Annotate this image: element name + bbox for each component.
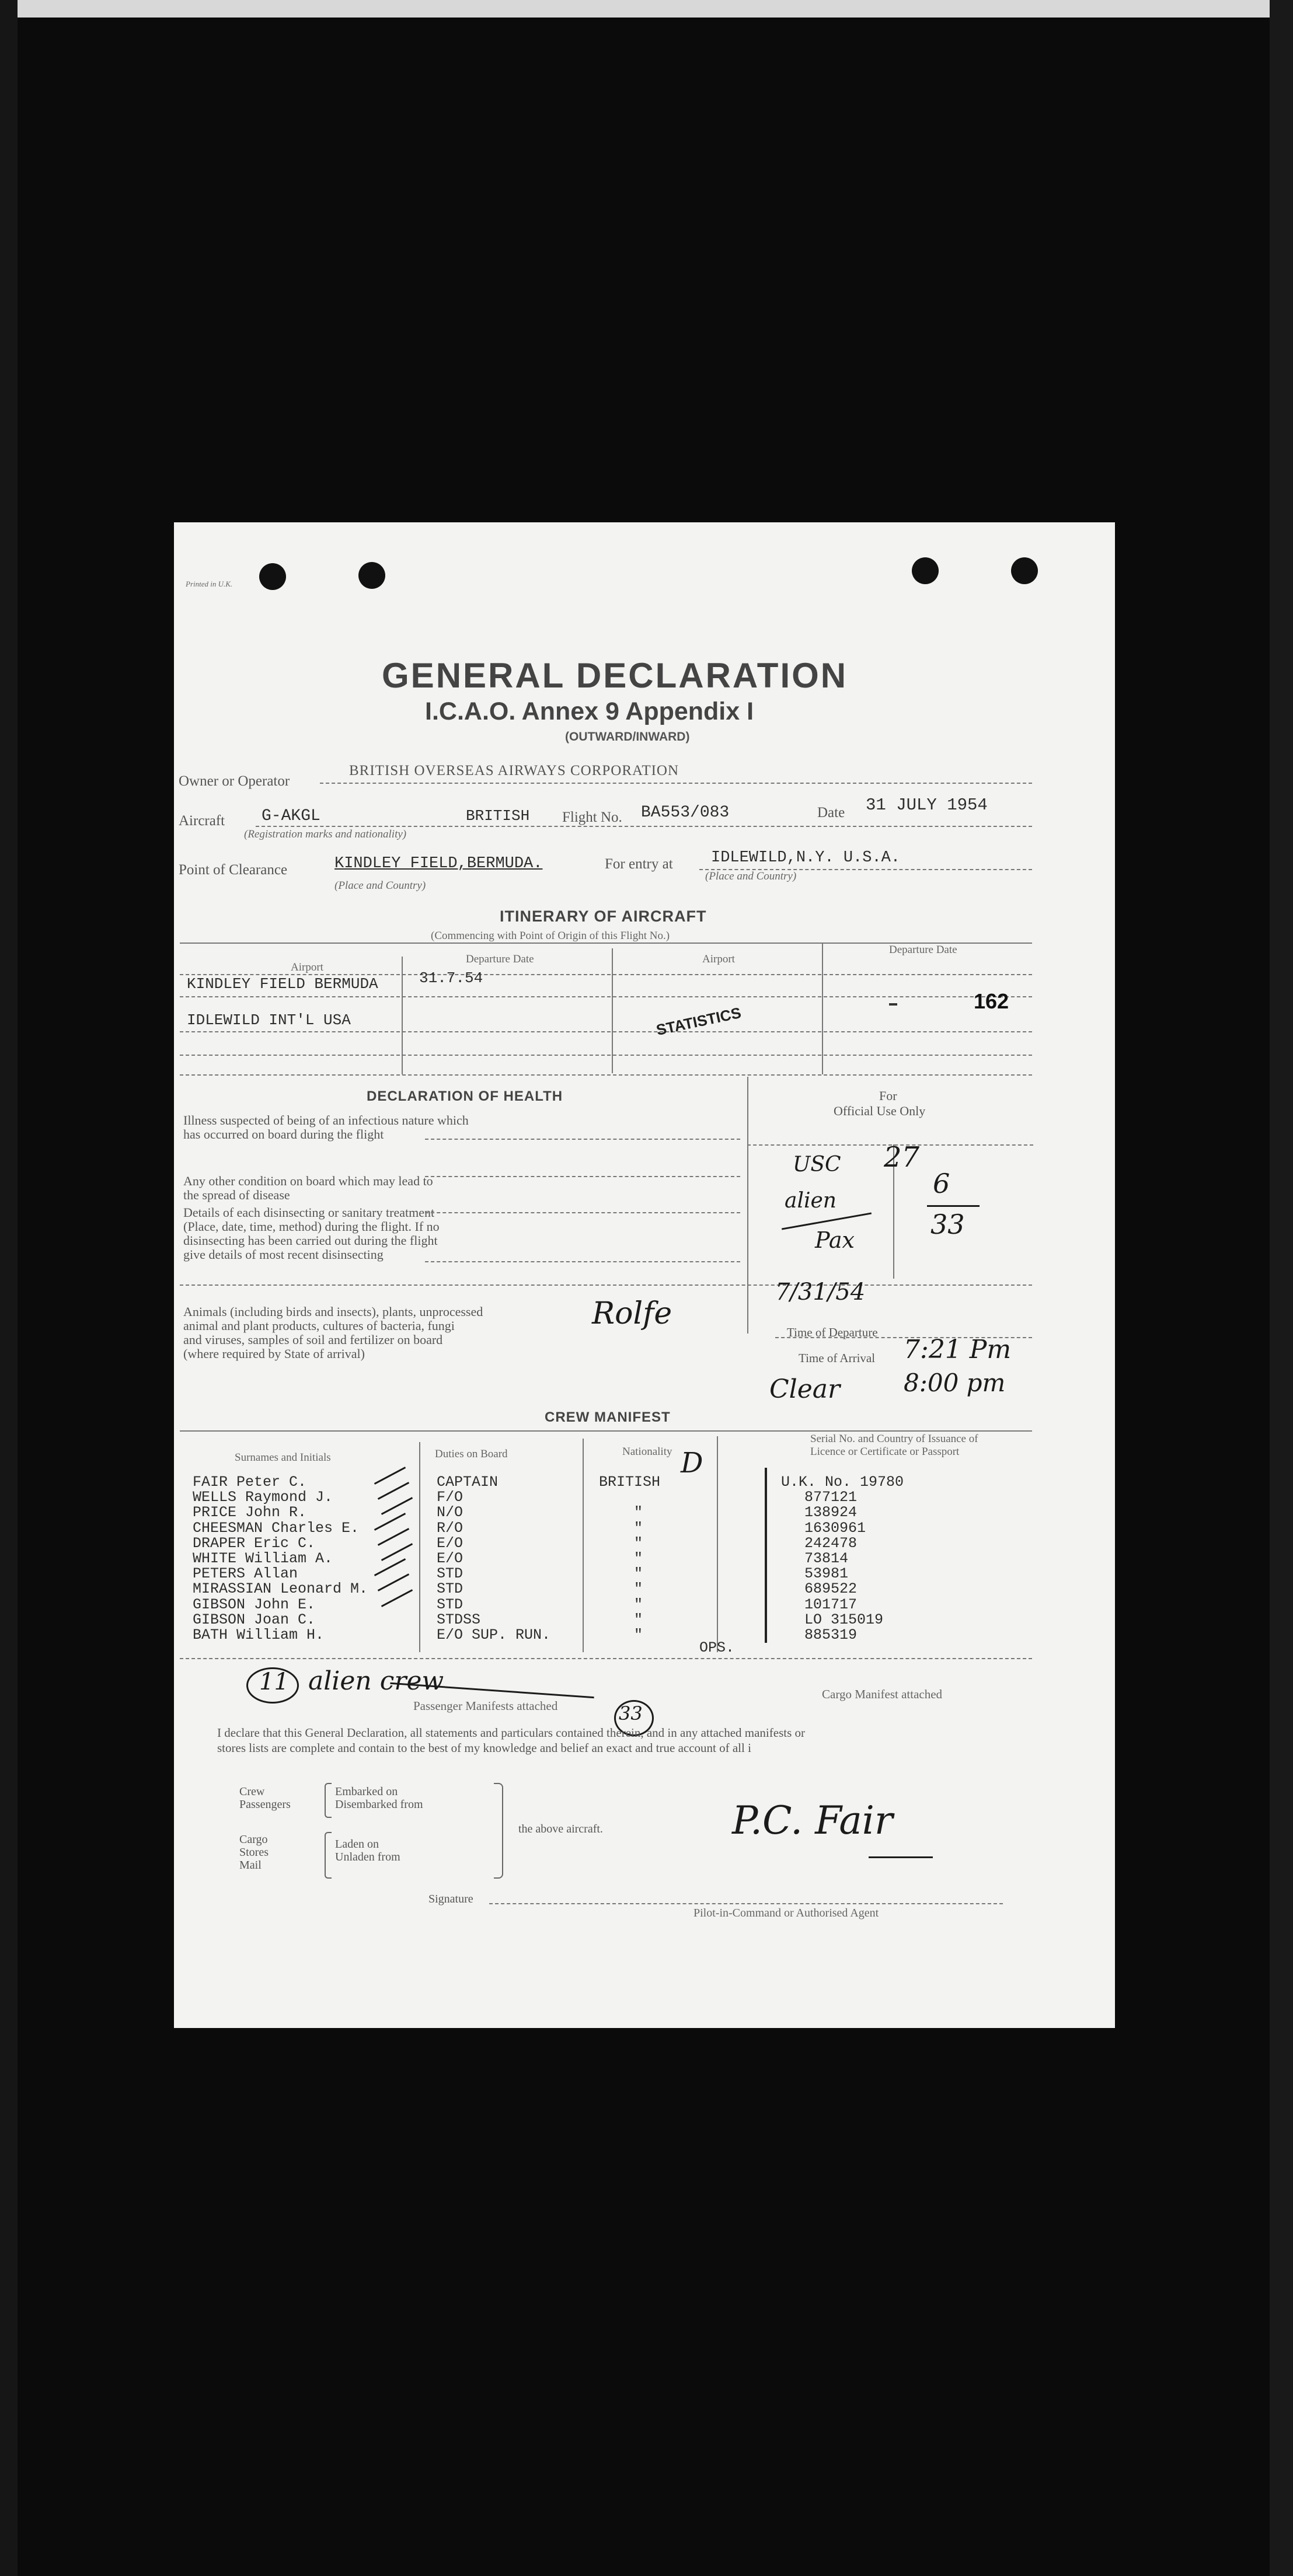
- check-mark-icon: [378, 1573, 409, 1591]
- declaration-text-2: stores lists are complete and contain to the best of my knowledge and belief an exact and true account of all i: [217, 1741, 751, 1755]
- film-edge-right: [1270, 0, 1293, 2576]
- signature-line: [489, 1903, 1003, 1904]
- flight-label: Flight No.: [562, 809, 622, 825]
- embarked-label: Embarked on: [335, 1785, 398, 1798]
- itinerary-airport-2: IDLEWILD INT'L USA: [187, 1011, 351, 1029]
- health-q3-line1: Details of each disinsecting or sanitary treatment: [183, 1205, 435, 1220]
- crew-licence: 689522: [804, 1580, 858, 1597]
- health-official-divider: [747, 1077, 748, 1334]
- aircraft-line: [256, 826, 1032, 827]
- crew-duty: E/O: [437, 1550, 463, 1567]
- brace-1: [325, 1783, 332, 1818]
- official-initials: Rolfe: [592, 1296, 672, 1331]
- check-mark-icon: [381, 1543, 413, 1561]
- crew-col-divider: [583, 1439, 584, 1652]
- crew-col-licence-1: Serial No. and Country of Issuance of: [810, 1433, 978, 1445]
- entry-line: [699, 869, 1032, 870]
- check-mark-icon: [378, 1619, 409, 1638]
- health-line: [180, 1284, 1032, 1286]
- crew-nationality: ": [634, 1626, 643, 1643]
- official-date: 7/31/54: [775, 1279, 866, 1306]
- official-alien-label: alien: [785, 1189, 837, 1213]
- crew-nationality: ": [634, 1504, 643, 1521]
- film-edge-left: [0, 0, 18, 2576]
- crew-licence: 1630961: [804, 1520, 866, 1537]
- printer-note: Printed in U.K.: [186, 580, 233, 588]
- owner-label: Owner or Operator: [179, 773, 290, 789]
- crew-nationality: ": [634, 1550, 643, 1567]
- itinerary-row-line: [180, 1074, 1032, 1076]
- alien-crew-note: alien crew: [308, 1666, 444, 1696]
- entry-label: For entry at: [605, 856, 673, 872]
- passenger-manifest-label: Passenger Manifests attached: [413, 1699, 558, 1713]
- crew-name: DRAPER Eric C.: [193, 1535, 316, 1552]
- signature-caption: Pilot-in-Command or Authorised Agent: [693, 1907, 879, 1919]
- entry-caption: (Place and Country): [705, 870, 797, 882]
- entry-value: IDLEWILD,N.Y. U.S.A.: [711, 849, 901, 867]
- official-alien-value: 6: [933, 1168, 950, 1199]
- health-line: [425, 1212, 740, 1213]
- itinerary-col-airport: Airport: [291, 961, 323, 973]
- passengers-label: Passengers: [239, 1798, 291, 1811]
- check-mark-icon: [374, 1513, 406, 1531]
- owner-value: BRITISH OVERSEAS AIRWAYS CORPORATION: [349, 763, 679, 779]
- unladen-label: Unladen from: [335, 1851, 400, 1863]
- aircraft-label: Aircraft: [179, 813, 225, 829]
- health-q3-line2: (Place, date, time, method) during the flight. If no: [183, 1219, 440, 1234]
- health-q2-line2: the spread of disease: [183, 1188, 290, 1202]
- crew-duty: STD: [437, 1596, 463, 1613]
- above-aircraft-label: the above aircraft.: [518, 1823, 603, 1835]
- crew-col-divider: [717, 1436, 718, 1652]
- crew-name: PRICE John R.: [193, 1504, 307, 1521]
- crew-nationality: ": [634, 1596, 643, 1613]
- check-mark-icon: [381, 1589, 413, 1607]
- cargo-manifest-label: Cargo Manifest attached: [822, 1687, 943, 1701]
- flight-date: 31 JULY 1954: [866, 795, 988, 815]
- film-edge-top: [0, 0, 1293, 18]
- time-departure-label: Time of Departure: [787, 1325, 878, 1339]
- dash-mark: [889, 1003, 897, 1006]
- punch-hole-icon: [912, 557, 939, 584]
- date-label: Date: [817, 805, 845, 821]
- brace-big: [494, 1783, 503, 1879]
- crew-duty: F/O: [437, 1489, 463, 1506]
- official-title-2: Official Use Only: [834, 1104, 926, 1118]
- nationality-stamp: D: [681, 1447, 703, 1479]
- check-mark-icon: [374, 1558, 406, 1576]
- health-title: DECLARATION OF HEALTH: [367, 1088, 563, 1104]
- check-mark-icon: [378, 1528, 409, 1546]
- aircraft-registration: G-AKGL: [262, 807, 320, 825]
- crew-name: MIRASSIAN Leonard M.: [193, 1580, 368, 1597]
- crew-name: FAIR Peter C.: [193, 1474, 307, 1491]
- official-title-1: For: [879, 1088, 897, 1103]
- pilot-signature: P.C. Fair: [732, 1798, 893, 1843]
- brace-2: [325, 1832, 332, 1879]
- health-q4-line3: and viruses, samples of soil and fertilizer on board: [183, 1332, 443, 1347]
- crew-duty: STDSS: [437, 1611, 481, 1628]
- ops-note: OPS.: [699, 1639, 735, 1656]
- official-total-value: 33: [930, 1209, 965, 1240]
- clear-label: Clear: [769, 1374, 841, 1404]
- health-q1-line1: Illness suspected of being of an infectious nature which: [183, 1113, 469, 1128]
- page-subtitle: I.C.A.O. Annex 9 Appendix I: [425, 697, 754, 725]
- crew-rule: [180, 1430, 1032, 1432]
- crew-nationality: BRITISH: [599, 1474, 661, 1491]
- signature-stroke: [869, 1856, 933, 1858]
- official-usc-label: USC: [793, 1153, 841, 1177]
- document-page: [174, 522, 1115, 2028]
- punch-hole-icon: [259, 563, 286, 590]
- crew-licence: LO 315019: [804, 1611, 884, 1628]
- crew-name: WELLS Raymond J.: [193, 1489, 333, 1506]
- page-title: GENERAL DECLARATION: [382, 656, 848, 695]
- itinerary-subtitle: (Commencing with Point of Origin of this Flight No.): [431, 930, 670, 942]
- crew-licence: 885319: [804, 1626, 858, 1643]
- disembarked-label: Disembarked from: [335, 1798, 423, 1811]
- crew-nationality: ": [634, 1565, 643, 1582]
- clear-value: 8:00 pm: [904, 1369, 1006, 1397]
- clearance-caption: (Place and Country): [334, 879, 426, 892]
- crew-bottom-line: [180, 1658, 1032, 1659]
- crew-licence: 138924: [804, 1504, 858, 1521]
- crew-col-divider: [419, 1442, 420, 1652]
- health-q4-line2: animal and plant products, cultures of bacteria, fungi: [183, 1318, 455, 1333]
- crew-licence: 53981: [804, 1565, 849, 1582]
- crew-licence: 101717: [804, 1596, 858, 1613]
- crew-nationality: ": [634, 1580, 643, 1597]
- itinerary-row-line: [180, 1055, 1032, 1056]
- official-underline: [927, 1205, 980, 1207]
- time-arrival-label: Time of Arrival: [799, 1351, 876, 1365]
- crew-duty: N/O: [437, 1504, 463, 1521]
- cargo-label: Cargo: [239, 1833, 268, 1846]
- crew-count: 11: [259, 1669, 289, 1695]
- crew-col-divider: [765, 1468, 767, 1643]
- crew-licence: U.K. No. 19780: [781, 1474, 904, 1491]
- punch-hole-icon: [1011, 557, 1038, 584]
- health-q4-line4: (where required by State of arrival): [183, 1346, 365, 1361]
- direction-note: (OUTWARD/INWARD): [565, 730, 690, 744]
- health-q3-line3: disinsecting has been carried out during the flight: [183, 1233, 438, 1248]
- crew-licence: 877121: [804, 1489, 858, 1506]
- crew-nationality: ": [634, 1611, 643, 1628]
- official-total-label: Pax: [815, 1227, 855, 1253]
- official-usc-value: 27: [884, 1141, 920, 1174]
- aircraft-nationality: BRITISH: [466, 807, 530, 825]
- crew-duty: E/O: [437, 1535, 463, 1552]
- itinerary-date-1: 31.7.54: [419, 969, 483, 987]
- declaration-text-1: I declare that this General Declaration, all statements and particulars contained therein, and in any attached manifests or: [217, 1726, 806, 1740]
- crew-duty: STD: [437, 1580, 463, 1597]
- crew-col-duties: Duties on Board: [435, 1448, 508, 1460]
- crew-label: Crew: [239, 1785, 265, 1798]
- health-q2-line1: Any other condition on board which may lead to: [183, 1174, 433, 1188]
- itinerary-row-line: [180, 1031, 1032, 1032]
- itinerary-col-divider: [612, 948, 613, 1073]
- health-q4-line1: Animals (including birds and insects), plants, unprocessed: [183, 1304, 483, 1319]
- crew-nationality: ": [634, 1535, 643, 1552]
- health-q3-line4: give details of most recent disinsecting: [183, 1247, 384, 1262]
- crew-duty: CAPTAIN: [437, 1474, 499, 1491]
- crew-name: GIBSON John E.: [193, 1596, 316, 1613]
- crew-col-name: Surnames and Initials: [235, 1451, 331, 1464]
- itinerary-col-divider: [402, 957, 403, 1074]
- statistics-number: 162: [974, 989, 1009, 1013]
- itinerary-title: ITINERARY OF AIRCRAFT: [500, 907, 707, 925]
- check-mark-icon: [374, 1467, 406, 1485]
- crew-duty: R/O: [437, 1520, 463, 1537]
- crew-licence: 73814: [804, 1550, 849, 1567]
- aircraft-caption: (Registration marks and nationality): [244, 828, 407, 840]
- crew-name: CHEESMAN Charles E.: [193, 1520, 360, 1537]
- signature-label: Signature: [428, 1893, 473, 1905]
- mail-label: Mail: [239, 1859, 262, 1872]
- itinerary-airport-1: KINDLEY FIELD BERMUDA: [187, 975, 378, 993]
- clearance-label: Point of Clearance: [179, 862, 288, 878]
- stores-label: Stores: [239, 1846, 269, 1859]
- crew-name: BATH William H.: [193, 1626, 325, 1643]
- check-mark-icon: [378, 1482, 409, 1500]
- flight-number: BA553/083: [641, 804, 730, 822]
- time-arrival-value: 7:21 Pm: [904, 1335, 1012, 1364]
- punch-hole-icon: [358, 562, 385, 589]
- crew-name: PETERS Allan: [193, 1565, 298, 1582]
- crew-name: WHITE William A.: [193, 1550, 333, 1567]
- itinerary-row-line: [180, 996, 1032, 997]
- crew-title: CREW MANIFEST: [545, 1409, 671, 1425]
- passenger-count: 33: [619, 1702, 643, 1725]
- itinerary-col-airport-2: Airport: [702, 953, 735, 965]
- crew-col-nationality: Nationality: [622, 1446, 672, 1458]
- crew-licence: 242478: [804, 1535, 858, 1552]
- itinerary-col-departure: Departure Date: [466, 953, 534, 965]
- health-line: [425, 1261, 740, 1262]
- owner-line: [320, 783, 1032, 784]
- check-mark-icon: [381, 1497, 413, 1515]
- check-mark-icon: [374, 1604, 406, 1622]
- crew-nationality: ": [634, 1520, 643, 1537]
- crew-col-licence-2: Licence or Certificate or Passport: [810, 1446, 960, 1458]
- health-q1-line2: has occurred on board during the flight: [183, 1127, 384, 1142]
- laden-label: Laden on: [335, 1838, 379, 1851]
- crew-name: GIBSON Joan C.: [193, 1611, 316, 1628]
- itinerary-col-divider: [822, 943, 823, 1074]
- itinerary-col-departure-2: Departure Date: [889, 944, 957, 956]
- crew-duty: STD: [437, 1565, 463, 1582]
- statistics-stamp: STATISTICS: [654, 1003, 743, 1039]
- crew-duty: E/O SUP. RUN.: [437, 1626, 551, 1643]
- clearance-value: KINDLEY FIELD,BERMUDA.: [334, 855, 543, 872]
- health-line: [425, 1176, 740, 1177]
- health-line: [425, 1139, 740, 1140]
